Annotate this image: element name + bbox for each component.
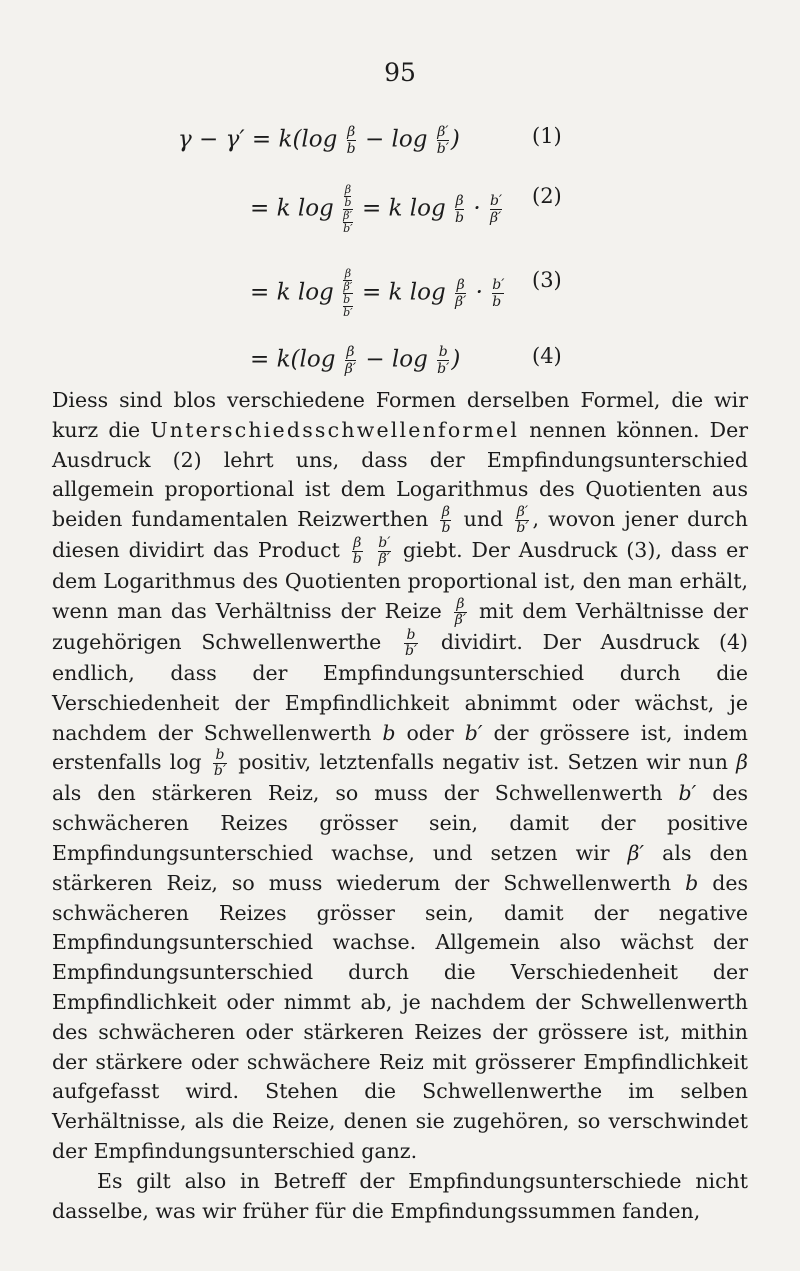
page-number: 95 xyxy=(384,58,416,87)
body-text xyxy=(52,386,748,1226)
equation-1: γ − γ′ = k(log $\frac{\beta}{b}$ − log $\frac{\beta'}{b'}$ ) (1) xyxy=(178,124,562,157)
fraction-betap-bp: $\frac{\beta'}{b'}$ xyxy=(516,504,529,537)
equation-4: = k(log $\frac{\beta}{\beta'}$ − log $\frac{b}{b'}$ ) (4) xyxy=(250,344,562,377)
equation-tag-4: (4) xyxy=(532,344,562,368)
term-highlight: Unterschiedsschwellenformel xyxy=(150,417,520,442)
equation-tag-3: (3) xyxy=(532,268,562,292)
paragraph-2: Es gilt also in Betreff der Empfindungsunterschiede nicht dasselbe, was wir früher für die Empfindungssummen fanden, xyxy=(52,1168,748,1223)
equation-tag-1: (1) xyxy=(532,124,562,148)
fraction-beta-b: $\frac{\beta}{b}$ xyxy=(441,504,451,537)
equation-tag-2: (2) xyxy=(532,184,562,208)
equation-3: = k log β β′ b b′ = k log $\frac{\beta}{\beta'}$ · $\frac{b'}{b}$ (3) xyxy=(250,267,562,319)
paragraph-1: Diess sind blos verschiedene Formen derselben Formel, die wir kurz die Unterschiedsschwellenformel nennen können. Der Ausdruck (2) lehrt uns, dass der Empfindungsunterschied allgemein proportional ist dem Logarithmus des Quotienten aus beiden fundamentalen Reizwerthen $\frac{\beta}{b}$ und $\frac{\beta'}{b'}$ , wovon jener durch diesen dividirt das Product $\frac{\beta}{b}$ $\frac{b'}{\beta'}$ giebt. Der Ausdruck (3), dass er dem Logarithmus des Quotienten proportional ist, den man erhält, wenn man das Verhältniss der Reize $\frac{\beta}{\beta'}$ mit dem Verhältnisse der zugehörigen Schwellenwerthe $\frac{b}{b'}$ dividirt. Der Ausdruck (4) endlich, dass der Empfindungsunterschied durch die Verschiedenheit der Empfindlichkeit abnimmt oder wächst, je nachdem der Schwellenwerth b oder b′ der grössere ist, indem erstenfalls log $\frac{b}{b'}$ positiv, letztenfalls negativ ist. Setzen wir nun β als den stärkeren Reiz, so muss der Schwellenwerth b′ des schwächeren Reizes grösser sein, damit der positive Empfindungsunterschied wachse, und setzen wir β′ als den stärkeren Reiz, so muss wiederum der Schwellenwerth b des schwächeren Reizes grösser sein, damit der negative Empfindungsunterschied wachse. Allgemein also wächst der Empfindungsunterschied durch die Verschiedenheit der Empfindlichkeit oder nimmt ab, je nachdem der Schwellenwerth des schwächeren oder stärkeren Reizes der grössere ist, mithin der stärkere oder schwächere Reiz mit grösserer Empfindlichkeit aufgefasst wird. Stehen die Schwellenwerthe im selben Verhältnisse, als die Reize, denen sie zugehören, so verschwindet der Empfindungsunterschied ganz. xyxy=(52,388,748,1163)
equation-2: = k log β b β′ b′ = k log $\frac{\beta}{b}$ · $\frac{b'}{\beta'}$ (2) xyxy=(250,183,562,235)
